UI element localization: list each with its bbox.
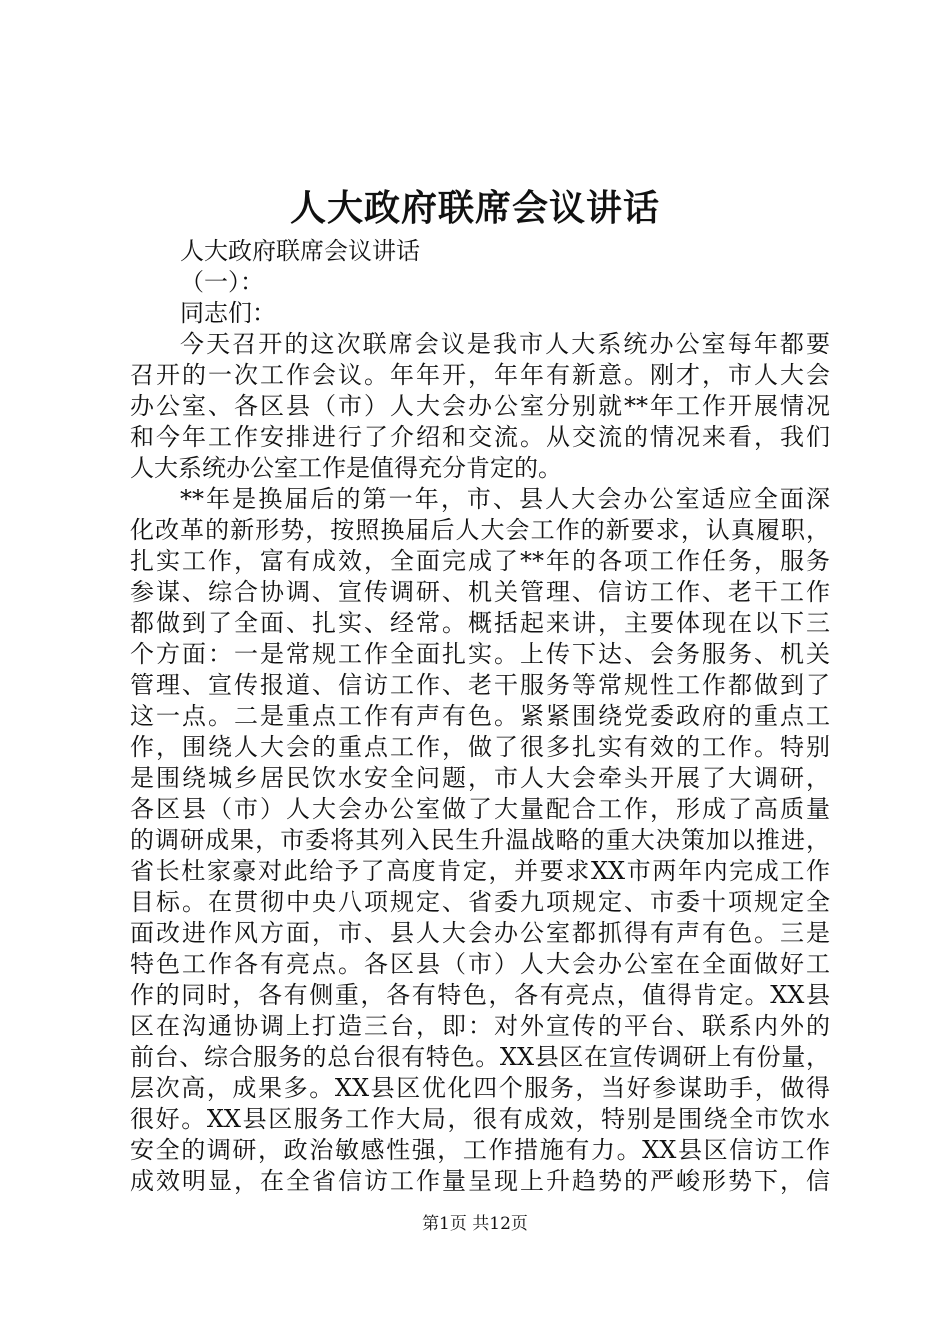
text-line: 面改进作风方面，市、县人大会办公室都抓得有声有色。三是	[130, 919, 830, 947]
page-footer: 第1页 共12页	[422, 1214, 528, 1234]
text-line: 化改革的新形势，按照换届后人大会工作的新要求，认真履职，	[130, 516, 830, 544]
text-line: 是围绕城乡居民饮水安全问题，市人大会牵头开展了大调研，	[130, 764, 830, 792]
text-line: 前台、综合服务的总台很有特色。XX县区在宣传调研上有份量，	[130, 1043, 830, 1071]
text-line: 今天召开的这次联席会议是我市人大系统办公室每年都要	[180, 330, 830, 358]
text-line: 很好。XX县区服务工作大局，很有成效，特别是围绕全市饮水	[130, 1105, 830, 1133]
subtitle: 人大政府联席会议讲话	[180, 237, 420, 265]
text-line: 这一点。二是重点工作有声有色。紧紧围绕党委政府的重点工	[130, 702, 830, 730]
text-line: 特色工作各有亮点。各区县（市）人大会办公室在全面做好工	[130, 950, 830, 978]
text-line: 区在沟通协调上打造三台，即：对外宣传的平台、联系内外的	[130, 1012, 830, 1040]
text-line: 的调研成果，市委将其列入民生升温战略的重大决策加以推进，	[130, 826, 830, 854]
text-line: 目标。在贯彻中央八项规定、省委九项规定、市委十项规定全	[130, 888, 830, 916]
text-line: 作的同时，各有侧重，各有特色，各有亮点，值得肯定。XX县	[130, 981, 830, 1009]
text-line: 都做到了全面、扎实、经常。概括起来讲，主要体现在以下三	[130, 609, 830, 637]
text-line: 安全的调研，政治敏感性强，工作措施有力。XX县区信访工作	[130, 1136, 830, 1164]
text-line: 召开的一次工作会议。年年开，年年有新意。刚才，市人大会	[130, 361, 830, 389]
text-line: 办公室、各区县（市）人大会办公室分别就**年工作开展情况	[130, 392, 830, 420]
text-line: 层次高，成果多。XX县区优化四个服务，当好参谋助手，做得	[130, 1074, 830, 1102]
paragraph-1	[130, 329, 830, 484]
text-line: 个方面：一是常规工作全面扎实。上传下达、会务服务、机关	[130, 640, 830, 668]
section-marker: （一）：	[180, 268, 264, 296]
text-line: 扎实工作，富有成效，全面完成了**年的各项工作任务，服务	[130, 547, 830, 575]
text-line: **年是换届后的第一年，市、县人大会办公室适应全面深	[180, 485, 830, 513]
document-body	[130, 236, 830, 1197]
text-line: 管理、宣传报道、信访工作、老干服务等常规性工作都做到了	[130, 671, 830, 699]
text-line: 作，围绕人大会的重点工作，做了很多扎实有效的工作。特别	[130, 733, 830, 761]
text-line: 人大系统办公室工作是值得充分肯定的。	[130, 454, 562, 482]
text-line: 各区县（市）人大会办公室做了大量配合工作，形成了高质量	[130, 795, 830, 823]
text-line: 参谋、综合协调、宣传调研、机关管理、信访工作、老干工作	[130, 578, 830, 606]
document-title: 人大政府联席会议讲话	[289, 187, 660, 229]
paragraph-2	[130, 484, 830, 1197]
text-line: 成效明显，在全省信访工作量呈现上升趋势的严峻形势下，信	[130, 1167, 830, 1195]
text-line: 和今年工作安排进行了介绍和交流。从交流的情况来看，我们	[130, 423, 830, 451]
salutation: 同志们：	[180, 299, 276, 327]
text-line: 省长杜家豪对此给予了高度肯定，并要求XX市两年内完成工作	[130, 857, 830, 885]
